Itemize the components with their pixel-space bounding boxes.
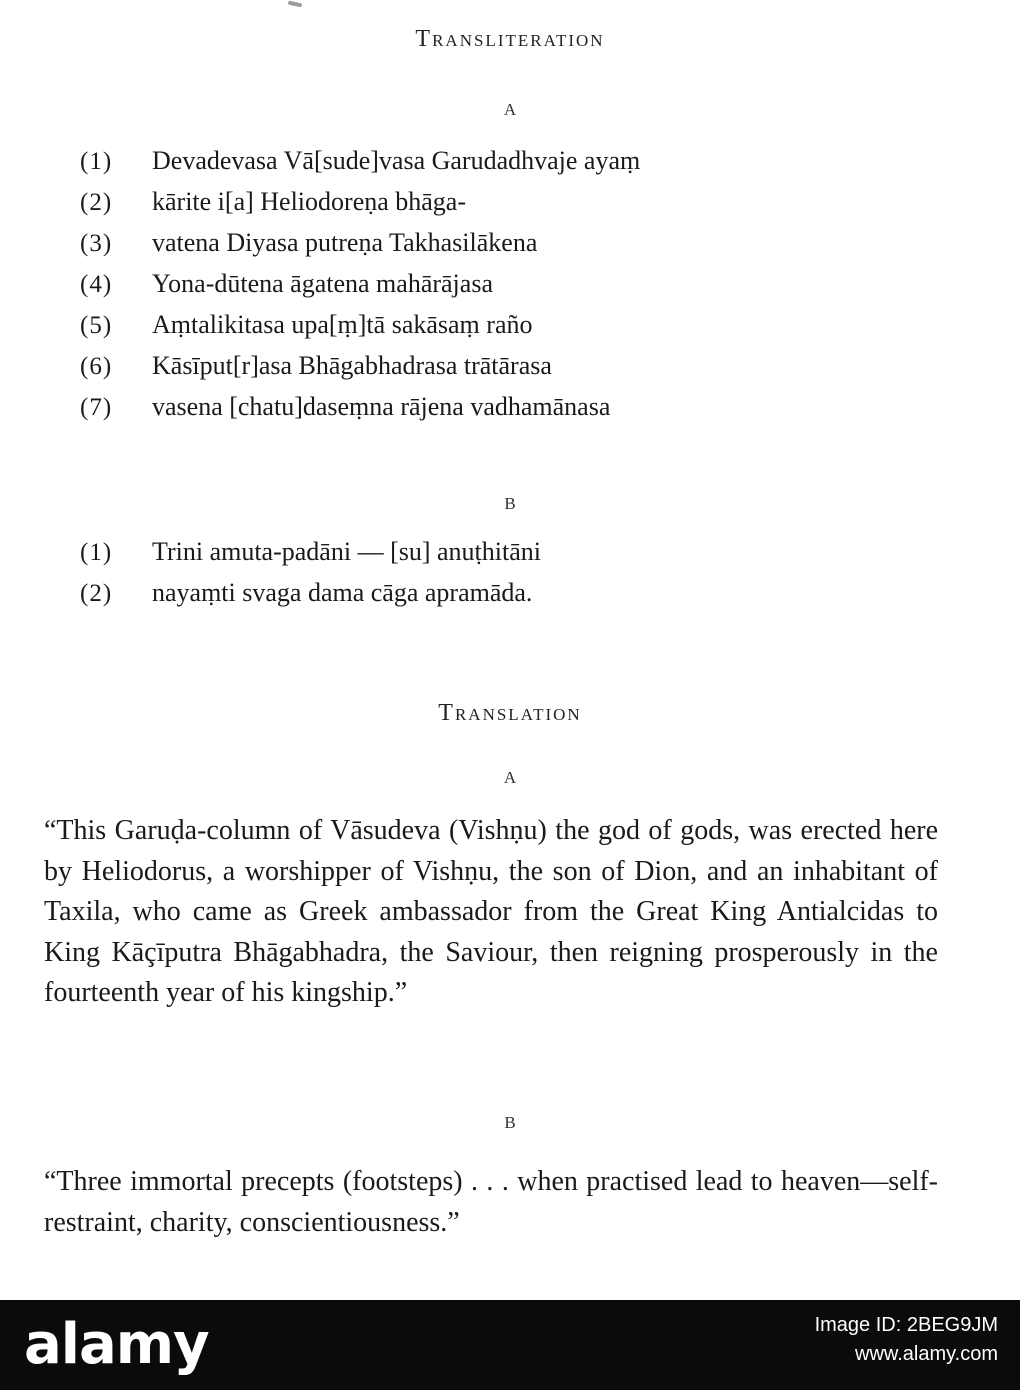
transliteration-section-a-label: A bbox=[503, 100, 517, 119]
transliteration-heading: Transliteration bbox=[415, 26, 605, 52]
translation-section-b-label: B bbox=[504, 1113, 516, 1132]
alamy-logo: alamy bbox=[24, 1312, 209, 1377]
translation-heading: Translation bbox=[438, 700, 582, 726]
line-number: (2) bbox=[80, 580, 113, 607]
line-text: Kāsīput[r]asa Bhāgabhadrasa trātārasa bbox=[152, 351, 552, 380]
translation-section-a-label: A bbox=[503, 768, 517, 787]
line-text: vatena Diyasa putreṇa Takhasilākena bbox=[152, 228, 538, 257]
line-text: nayaṃti svaga dama cāga apramāda. bbox=[152, 578, 533, 607]
ink-mark bbox=[288, 1, 303, 8]
transliteration-line bbox=[80, 187, 640, 228]
line-text: Trini amuta-padāni — [su] anuṭhitāni bbox=[152, 537, 541, 566]
transliteration-line bbox=[80, 392, 640, 433]
line-text: Devadevasa Vā[sude]vasa Garudadhvaje ayaṃ bbox=[152, 146, 641, 175]
transliteration-b-lines bbox=[80, 537, 541, 619]
transliteration-line bbox=[80, 537, 541, 578]
line-number: (5) bbox=[80, 312, 113, 339]
transliteration-line bbox=[80, 228, 640, 269]
stock-watermark-bar bbox=[0, 1300, 1020, 1390]
line-text: Yona-dūtena āgatena mahārājasa bbox=[152, 269, 493, 298]
line-text: kārite i[a] Heliodoreṇa bhāga- bbox=[152, 187, 467, 216]
line-text: vasena [chatu]daseṃna rājena vadhamānasa bbox=[152, 392, 611, 421]
translation-a-paragraph: “This Garuḍa-column of Vāsudeva (Vishṇu) the god of gods, was erected here by Heliodorus, a worshipper of Vishṇu, the son of Dion, and an inhabitant of Taxila, who came as Greek ambassador from the Great King Antialcidas to King Kāçīputra Bhāgabhadra, the Saviour, then reigning prosperously in the fourteenth year of his kingship.” bbox=[44, 815, 938, 1009]
transliteration-line bbox=[80, 351, 640, 392]
line-number: (2) bbox=[80, 189, 113, 216]
transliteration-line bbox=[80, 146, 640, 187]
line-number: (4) bbox=[80, 271, 113, 298]
transliteration-line bbox=[80, 269, 640, 310]
line-text: Aṃtalikitasa upa[ṃ]tā sakāsaṃ raño bbox=[152, 310, 533, 339]
line-number: (1) bbox=[80, 148, 113, 175]
transliteration-line bbox=[80, 310, 640, 351]
image-id-text: Image ID: 2BEG9JM bbox=[814, 1314, 998, 1336]
site-url-text: www.alamy.com bbox=[855, 1343, 998, 1365]
translation-b-paragraph: “Three immortal precepts (footsteps) . . . when practised lead to heaven—self-restraint, charity, conscientiousness.” bbox=[44, 1166, 938, 1238]
transliteration-a-lines bbox=[80, 146, 640, 433]
line-number: (3) bbox=[80, 230, 113, 257]
transliteration-section-b-label: B bbox=[504, 494, 516, 513]
transliteration-line bbox=[80, 578, 541, 619]
line-number: (6) bbox=[80, 353, 113, 380]
line-number: (1) bbox=[80, 539, 113, 566]
image-meta bbox=[815, 1314, 998, 1366]
line-number: (7) bbox=[80, 394, 113, 421]
